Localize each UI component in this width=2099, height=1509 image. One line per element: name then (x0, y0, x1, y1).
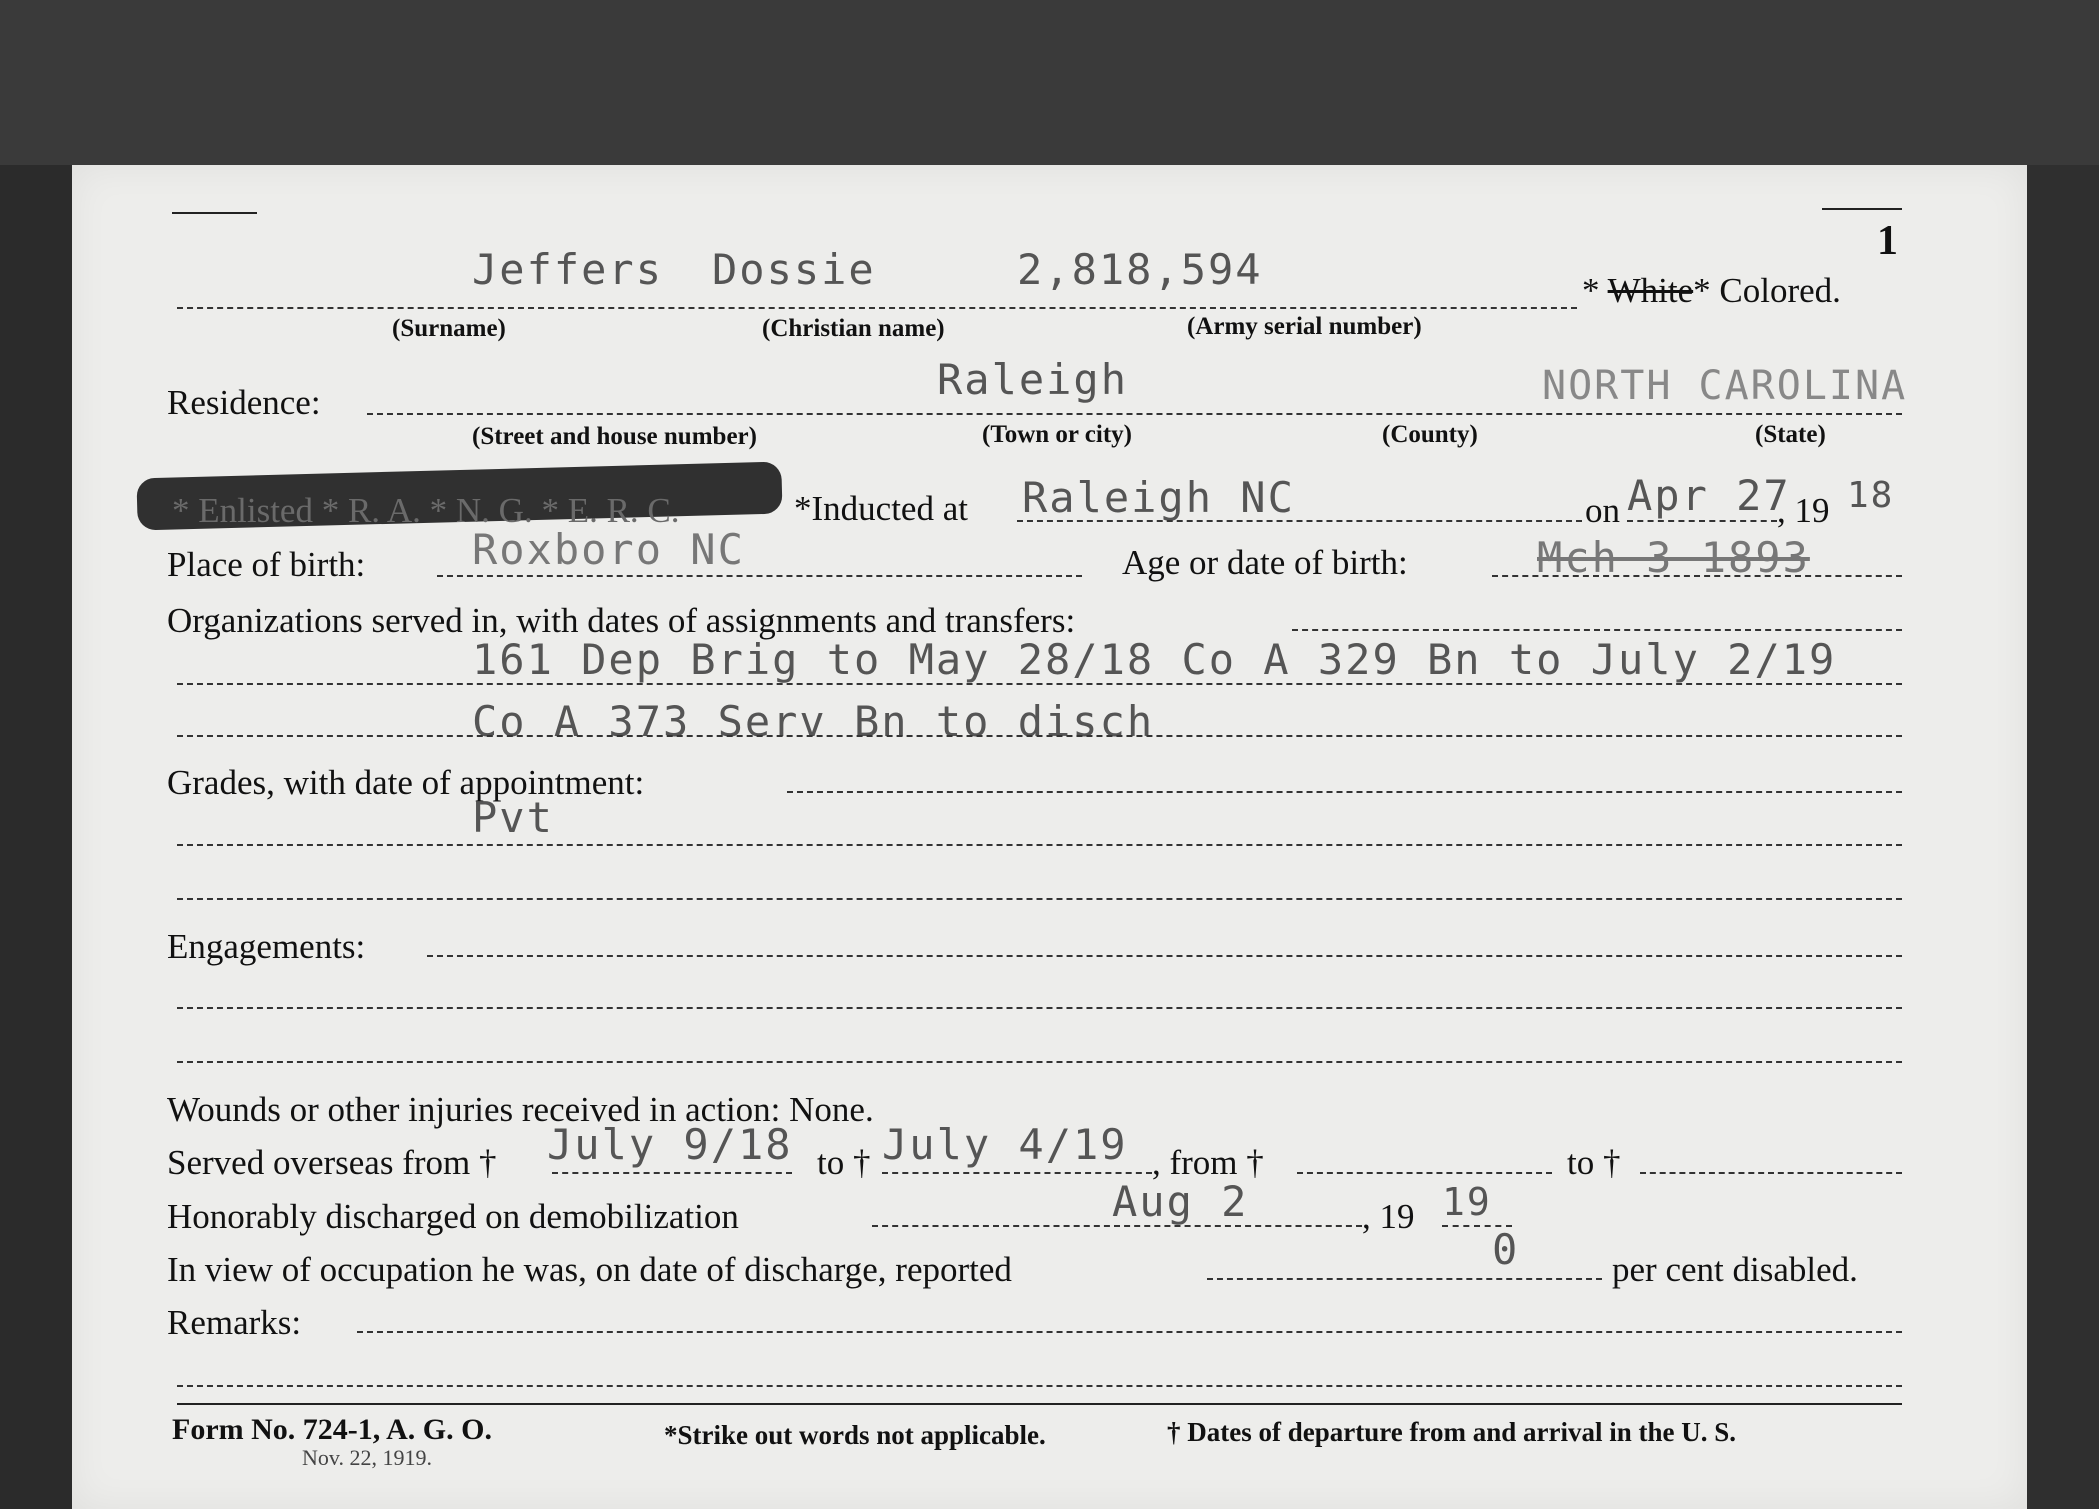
organizations-line-2 (177, 735, 1902, 737)
disability-suffix: per cent disabled. (1612, 1250, 1858, 1289)
discharge-date-line (872, 1225, 1362, 1227)
name-line (177, 307, 1577, 309)
overseas-label: Served overseas from † (167, 1143, 497, 1182)
footer-rule (177, 1403, 1902, 1405)
discharge-year-prefix: , 19 (1362, 1197, 1415, 1236)
form-date: Nov. 22, 1919. (302, 1445, 432, 1470)
wounds-label: Wounds or other injuries received in action: None. (167, 1090, 874, 1129)
engagements-line-1 (177, 1007, 1902, 1009)
date-of-birth-label: Age or date of birth: (1122, 543, 1408, 582)
remarks-line-2 (177, 1385, 1902, 1387)
organizations-line-0 (1292, 629, 1902, 631)
residence-label: Residence: (167, 383, 321, 422)
inducted-line (1017, 520, 1582, 522)
overseas-from2-label: , from † (1152, 1143, 1264, 1182)
grades-line-1 (177, 844, 1902, 846)
organizations-line-2-value: Co A 373 Serv Bn to disch (472, 697, 1155, 746)
service-record-card (72, 165, 2027, 1509)
overseas-to2-line (1640, 1172, 1902, 1174)
date-of-birth-line (1492, 575, 1902, 577)
remarks-label: Remarks: (167, 1303, 302, 1342)
grades-label: Grades, with date of appointment: (167, 763, 645, 802)
remarks-line-1 (357, 1331, 1902, 1333)
disability-value: 0 (1492, 1225, 1520, 1274)
overseas-to2-label: to † (1567, 1143, 1621, 1182)
place-of-birth-label: Place of birth: (167, 545, 366, 584)
residence-state-value: NORTH CAROLINA (1542, 363, 1908, 409)
surname-caption: (Surname) (392, 315, 506, 342)
background-top (0, 0, 2099, 165)
residence-town-value: Raleigh (937, 355, 1129, 404)
engagements-line-0 (427, 955, 1902, 957)
christian-name-caption: (Christian name) (762, 315, 945, 342)
card-number: 1 (1877, 218, 1898, 264)
discharge-year-value: 19 (1442, 1180, 1492, 1224)
engagements-label: Engagements: (167, 927, 366, 966)
date-of-birth-value: Mch 3 1893 (1537, 533, 1810, 582)
discharge-label: Honorably discharged on demobilization (167, 1197, 739, 1236)
overseas-to-line (882, 1172, 1152, 1174)
inducted-place-value: Raleigh NC (1022, 473, 1295, 522)
grades-line-0 (787, 791, 1902, 793)
top-right-rule (1822, 208, 1902, 210)
serial-number-caption: (Army serial number) (1187, 313, 1422, 340)
street-caption: (Street and house number) (472, 423, 757, 450)
form-number: Form No. 724-1, A. G. O. (172, 1413, 492, 1446)
place-of-birth-value: Roxboro NC (472, 525, 745, 574)
race-field (1582, 271, 1841, 311)
serial-number-value: 2,818,594 (1017, 245, 1263, 294)
place-of-birth-line (437, 575, 1082, 577)
on-label: on (1585, 491, 1620, 530)
organizations-line-1 (177, 683, 1902, 685)
overseas-from2-line (1297, 1172, 1552, 1174)
state-caption: (State) (1755, 421, 1826, 448)
discharge-date-value: Aug 2 (1112, 1177, 1249, 1226)
disability-line (1207, 1278, 1602, 1280)
organizations-label: Organizations served in, with dates of assignments and transfers: (167, 601, 1076, 640)
surname-value: Jeffers (472, 245, 664, 294)
christian-name-value: Dossie (712, 245, 876, 294)
race-white-struck: White (1607, 271, 1694, 310)
overseas-from-line (552, 1172, 792, 1174)
top-left-rule (172, 212, 257, 214)
footnote-strike: *Strike out words not applicable. (664, 1420, 1046, 1450)
inducted-label: *Inducted at (794, 489, 968, 528)
town-caption: (Town or city) (982, 421, 1132, 448)
overseas-from-value: July 9/18 (547, 1120, 793, 1169)
organizations-line-1-value: 161 Dep Brig to May 28/18 Co A 329 Bn to July 2/19 (472, 635, 1837, 684)
inducted-year-value: 18 (1847, 475, 1895, 516)
race-prefix: * (1582, 271, 1608, 310)
county-caption: (County) (1382, 421, 1478, 448)
disability-label: In view of occupation he was, on date of discharge, reported (167, 1250, 1012, 1289)
race-colored: * Colored. (1693, 271, 1841, 310)
overseas-to-label: to † (817, 1143, 871, 1182)
grades-value: Pvt (472, 793, 554, 842)
overseas-to-value: July 4/19 (882, 1120, 1128, 1169)
inducted-date-value: Apr 27 (1627, 471, 1791, 520)
engagements-line-2 (177, 1061, 1902, 1063)
residence-line (367, 413, 1902, 415)
enlisted-struck-text: * Enlisted * R. A. * N. G. * E. R. C. (172, 491, 680, 530)
inducted-date-line (1627, 520, 1777, 522)
background-left (0, 165, 72, 1509)
inducted-year-prefix: , 19 (1777, 491, 1830, 530)
footnote-dates: † Dates of departure from and arrival in the U. S. (1167, 1417, 1736, 1447)
grades-line-2 (177, 898, 1902, 900)
